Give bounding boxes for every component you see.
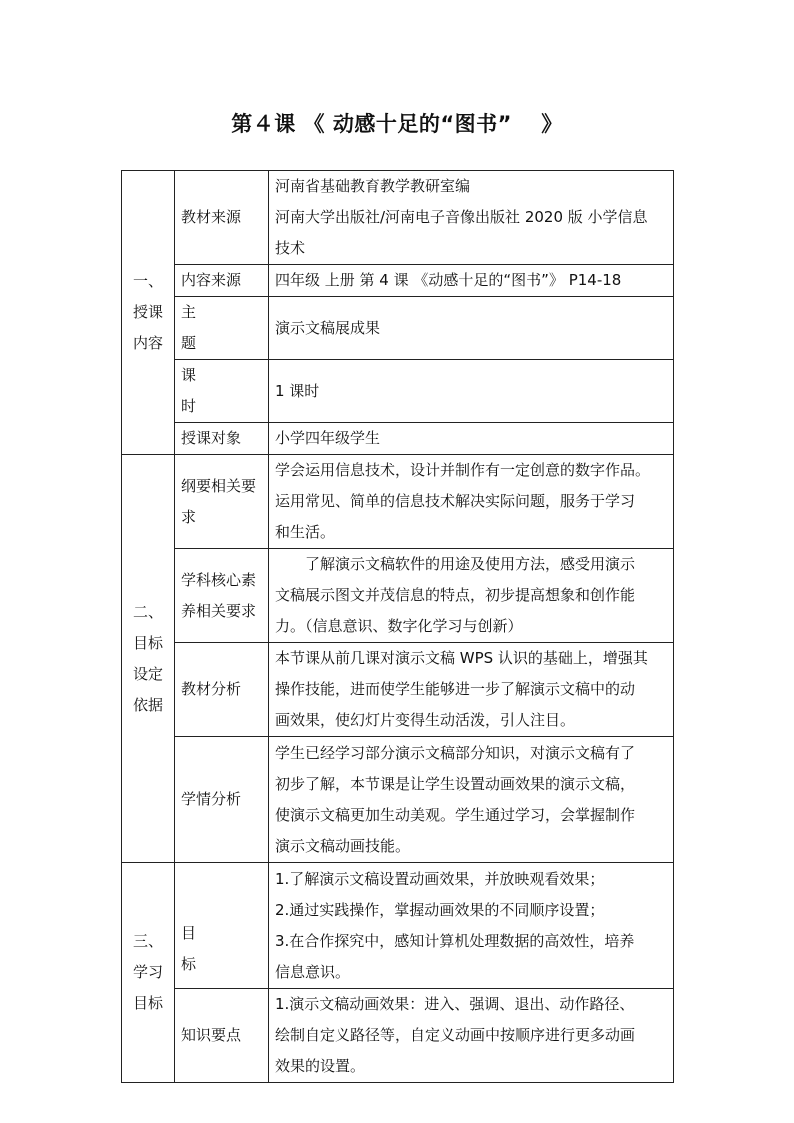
row-label-student-analysis: 学情分析: [175, 737, 269, 863]
row-value-class-hours: 1 课时: [269, 360, 674, 423]
row-label-textbook-analysis: 教材分析: [175, 643, 269, 737]
row-value-student-analysis: 学生已经学习部分演示文稿部分知识，对演示文稿有了 初步了解，本节课是让学生设置动画效果的演示文稿， 使演示文稿更加生动美观。学生通过学习，会掌握制作 演示文稿动画技能。: [269, 737, 674, 863]
table-row: [122, 171, 674, 265]
row-value-key-knowledge: 1.演示文稿动画效果：进入、强调、退出、动作路径、 绘制自定义路径等，自定义动画中按顺序进行更多动画 效果的设置。: [269, 989, 674, 1083]
row-value-goals: 1.了解演示文稿设置动画效果，并放映观看效果； 2.通过实践操作，掌握动画效果的不同顺序设置； 3.在合作探究中，感知计算机处理数据的高效性，培养 信息意识。: [269, 863, 674, 989]
lesson-title: 第４课 《 动感十足的“图书” 》: [231, 112, 563, 136]
section-label-goal-basis: 二、 目标 设定 依据: [122, 455, 175, 863]
row-value-content-source: 四年级 上册 第 4 课 《动感十足的“图书”》 P14-18: [269, 265, 674, 297]
row-value-topic: 演示文稿展成果: [269, 297, 674, 360]
row-label-goals: 目 标: [175, 863, 269, 989]
table-row: [122, 455, 674, 549]
table-row: [122, 265, 674, 297]
row-value-core-literacy: 了解演示文稿软件的用途及使用方法，感受用演示 文稿展示图文并茂信息的特点，初步提高想象和创作能 力。（信息意识、数字化学习与创新）: [269, 549, 674, 643]
table-row: [122, 360, 674, 423]
table-row: [122, 423, 674, 455]
row-label-core-literacy: 学科核心素养相关要求: [175, 549, 269, 643]
row-value-syllabus-requirements: 学会运用信息技术，设计并制作有一定创意的数字作品。 运用常见、简单的信息技术解决实际问题，服务于学习 和生活。: [269, 455, 674, 549]
row-label-audience: 授课对象: [175, 423, 269, 455]
table-row: [122, 643, 674, 737]
row-label-content-source: 内容来源: [175, 265, 269, 297]
table-row: [122, 863, 674, 989]
row-value-textbook-source: 河南省基础教育教学教研室编 河南大学出版社/河南电子音像出版社 2020 版 小学信息 技术: [269, 171, 674, 265]
row-label-topic: 主 题: [175, 297, 269, 360]
row-label-syllabus-requirements: 纲要相关要求: [175, 455, 269, 549]
row-value-textbook-analysis: 本节课从前几课对演示文稿 WPS 认识的基础上，增强其 操作技能，进而使学生能够进一步了解演示文稿中的动 画效果，使幻灯片变得生动活泼，引人注目。: [269, 643, 674, 737]
row-label-key-knowledge: 知识要点: [175, 989, 269, 1083]
row-label-class-hours: 课 时: [175, 360, 269, 423]
row-value-audience: 小学四年级学生: [269, 423, 674, 455]
table-row: [122, 737, 674, 863]
section-label-learning-goals: 三、 学习 目标: [122, 863, 175, 1083]
row-label-textbook-source: 教材来源: [175, 171, 269, 265]
table-row: [122, 549, 674, 643]
lesson-plan-table: [121, 170, 674, 1083]
section-label-teaching-content: 一、 授课 内容: [122, 171, 175, 455]
table-row: [122, 989, 674, 1083]
table-row: [122, 297, 674, 360]
